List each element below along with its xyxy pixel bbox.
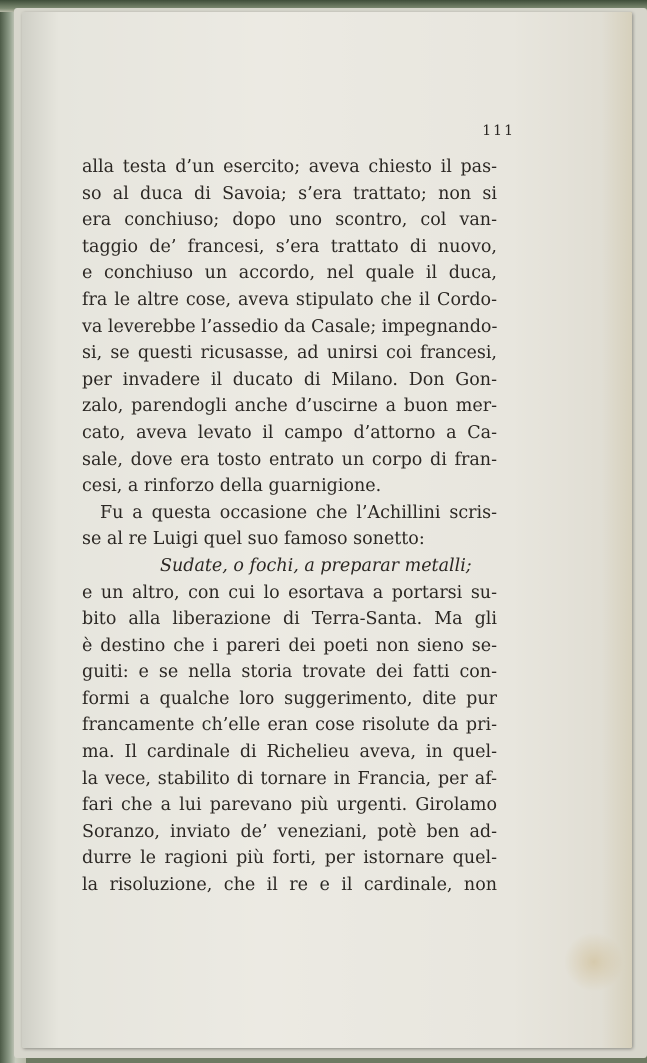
text-line: Fu a questa occasione che l’Achillini scris- [100,502,497,523]
text-line: taggio de’ francesi, s’era trattato di nuovo, [82,236,497,257]
text-line: per invadere il ducato di Milano. Don Gon- [82,369,497,390]
page-edge-shadow [602,12,632,1048]
text-line: fari che a lui parevano più urgenti. Girolamo [82,795,497,816]
quoted-verse: Sudate, o fochi, a preparar metalli; [160,555,472,576]
text-line: durre le ragioni più forti, per istornare quel- [82,848,497,869]
page-foxing-stain [564,932,624,992]
text-line: e conchiuso un accordo, nel quale il duca, [82,263,497,284]
text-line: è destino che i pareri dei poeti non sieno se- [82,635,497,656]
text-line: Soranzo, inviato de’ veneziani, potè ben ad- [82,821,497,842]
text-line: si, se questi ricusasse, ad unirsi coi francesi, [82,343,497,364]
text-line: bito alla liberazione di Terra-Santa. Ma gli [82,609,497,630]
text-line: ma. Il cardinale di Richelieu aveva, in quel- [82,742,497,763]
page-body-text [82,154,497,899]
text-line: so al duca di Savoia; s’era trattato; non si [82,183,497,204]
text-line: cato, aveva levato il campo d’attorno a Ca- [82,422,497,443]
text-line: cesi, a rinforzo della guarnigione. [82,476,382,497]
text-line: fra le altre cose, aveva stipulato che il Cordo- [82,289,497,310]
text-line: sale, dove era tosto entrato un corpo di fran- [82,449,497,470]
text-line: la vece, stabilito di tornare in Francia, per af- [82,768,497,789]
text-line: va leverebbe l’assedio da Casale; impegnando- [82,316,498,337]
text-line: guiti: e se nella storia trovate dei fatti con- [82,662,497,683]
text-line: francamente ch’elle eran cose risolute da pri- [82,715,497,736]
text-line: formi a qualche loro suggerimento, dite pur [82,688,497,709]
text-line: la risoluzione, che il re e il cardinale, non [82,875,497,896]
page-number: 111 [482,123,515,139]
text-line: e un altro, con cui lo esortava a portarsi su- [82,582,497,603]
text-line: zalo, parendogli anche d’uscirne a buon mer- [82,396,497,417]
text-line: alla testa d’un esercito; aveva chiesto il pas- [82,157,497,177]
text-line: se al re Luigi quel suo famoso sonetto: [82,529,425,550]
text-line: era conchiuso; dopo uno scontro, col van- [82,210,497,231]
